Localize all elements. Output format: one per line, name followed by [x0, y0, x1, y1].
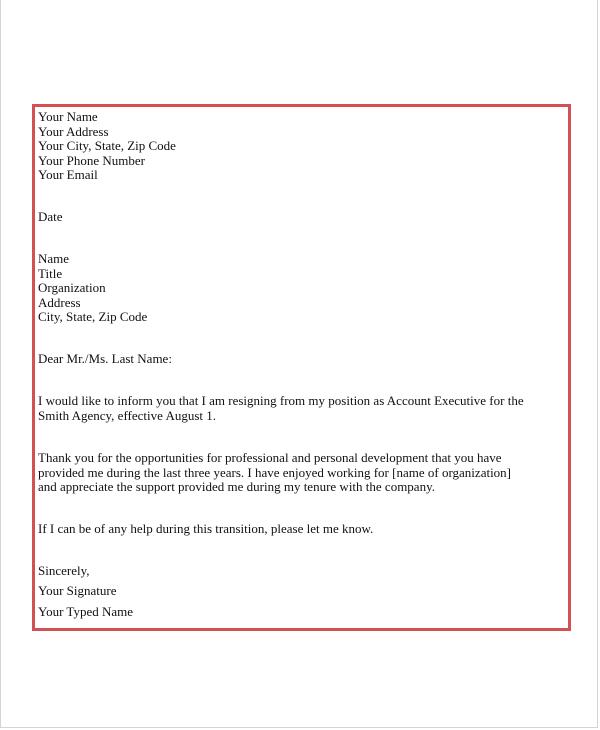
date-line [38, 210, 63, 225]
closing [38, 564, 90, 579]
sender-city: Your City, State, Zip Code [38, 138, 176, 153]
salutation-text: Dear Mr./Ms. Last Name: [38, 351, 172, 366]
sender-block [38, 110, 176, 183]
sender-name: Your Name [38, 109, 98, 124]
salutation [38, 352, 172, 367]
paragraph-3 [38, 522, 373, 537]
paragraph-1 [38, 394, 524, 423]
recipient-block [38, 252, 147, 325]
sender-phone: Your Phone Number [38, 152, 146, 168]
recipient-city: City, State, Zip Code [38, 309, 148, 324]
paragraph-2 [38, 451, 511, 495]
recipient-title: Title [38, 265, 63, 281]
signature [38, 584, 117, 599]
closing-text: Sincerely, [38, 563, 90, 578]
paragraph-line: Thank you for the opportunities for professional and personal development that you have [38, 450, 502, 465]
paragraph-line: Smith Agency, effective August 1. [38, 407, 217, 423]
paragraph-line: and appreciate the support provided me during my tenure with the company. [38, 479, 435, 494]
recipient-organization: Organization [38, 280, 106, 295]
recipient-address: Address [38, 294, 81, 310]
recipient-name: Name [38, 251, 70, 266]
typed-name [38, 605, 133, 620]
paragraph-line: I would like to inform you that I am resigning from my position as Account Executive for the [38, 393, 524, 408]
paragraph-line: provided me during the last three years. I have enjoyed working for [name of organization] [38, 464, 512, 480]
signature-text: Your Signature [38, 583, 117, 598]
typed-name-text: Your Typed Name [38, 604, 134, 619]
date-text: Date [38, 209, 63, 224]
sender-address: Your Address [38, 123, 109, 139]
paragraph-line: If I can be of any help during this transition, please let me know. [38, 521, 374, 536]
letter-frame [32, 104, 571, 631]
sender-email: Your Email [38, 167, 98, 182]
